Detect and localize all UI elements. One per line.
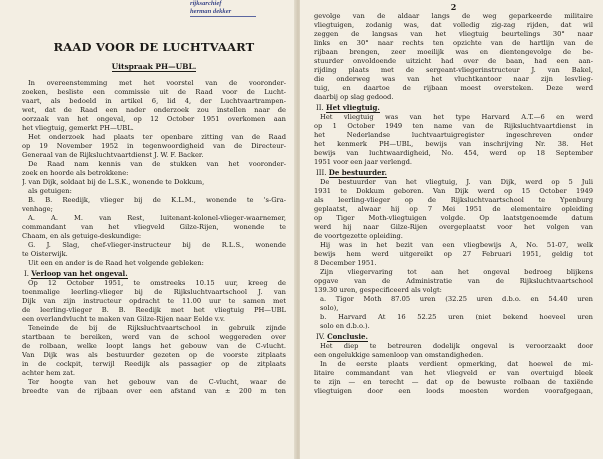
text-line: een ongelukkige samenloop van omstandigheden.	[314, 351, 484, 359]
text-line: de rolbaan, welke loopt langs het gebouw van de C-vlucht.	[22, 342, 286, 350]
text-line: het vliegtuig, gemerkt PH—UBL.	[22, 124, 134, 132]
text-line: als leerling-vlieger op de Rijksluchtvaartschool te Ypenburg	[314, 196, 593, 204]
text-line: vliegtuigen, zodanig was, dat volledig zig-zag rijden, dat wil	[314, 21, 593, 29]
text-line: in de cockpit, terwijl Reedijk als passagier op de zitplaats	[22, 360, 286, 368]
text-line: Chaam, en als getuige-deskundige:	[22, 232, 142, 240]
text-line: vliegtuigen door een loods moesten worden voorafgegaan,	[314, 387, 593, 395]
text-line: Het vliegtuig was van het type Harvard A.T.—6 en werd	[320, 113, 593, 121]
text-line: toenmalige leerling-vlieger bij de Rijksluchtvaartschool J. van	[22, 288, 286, 296]
text-line: 1951 voor een jaar verlengd.	[314, 158, 413, 166]
text-line: 8 December 1951.	[314, 259, 377, 267]
text-line: die onderweg was van het vluchtkantoor naar zijn lesvlieg-	[314, 75, 593, 83]
text-line: op Tiger Moth-vliegtuigen volgde. Op laatstgenoemde datum	[314, 214, 593, 222]
section-4-body	[314, 342, 593, 396]
text-line: op 19 November 1952 in tegenwoordigheid van de Directeur-	[22, 142, 286, 150]
text-line: a. Tigor Moth 87.05 uren (32.25 uren d.b.o. en 54.40 uren	[320, 295, 593, 303]
text-line: Uit een en ander is de Raad het volgende gebleken:	[28, 259, 204, 267]
text-line: bewijs van luchtwaardigheid, No. 454, werd op 18 September	[314, 149, 593, 157]
text-line: De Raad nam kennis van de stukken van het vooronder-	[28, 160, 286, 168]
text-line: stuurder onvoldoende uitzicht had over de baan, had een aan-	[314, 57, 593, 65]
text-line: 139.30 uren, gespecificeerd als volgt:	[314, 286, 442, 294]
text-line: de leerling-vlieger B. B. Reedijk met het vliegtuig PH—UBL	[22, 306, 286, 314]
text-line: G. J. Slag, chef-vlieger-instructeur bij de R.L.S., wonende	[28, 241, 286, 249]
text-line: zoeken, besliste een commissie uit de Raad voor de Lucht-	[22, 88, 286, 96]
text-line: tuig, en daartoe de rijbaan moest oversteken. Deze werd	[314, 84, 593, 92]
text-line: vaart, als bedoeld in artikel 6, lid 4, der Luchtvaartrampen-	[22, 97, 286, 105]
text-line: geplaatst, alwaar hij op 7 Mei 1951 de elementaire opleiding	[314, 205, 593, 213]
section-heading-3: III. De bestuurder.	[316, 168, 387, 177]
text-line: Generaal van de Rijksluchtvaartdienst J. W. F. Backer.	[22, 151, 204, 159]
intro-body	[22, 79, 286, 268]
archive-stamp: rijksarchief herman dekker	[190, 0, 256, 17]
text-line: Hij was in het bezit van een vliegbewijs A, No. 51-07, welk	[320, 241, 593, 249]
text-line: Het onderzoek had plaats ter openbare zitting van de Raad	[28, 133, 286, 141]
section-1-body	[22, 279, 286, 396]
text-line: A. A. M. van Rest, luitenant-kolonel-vlieger-waarnemer,	[28, 214, 286, 222]
text-line: het Nederlandse luchtvaartuigregister ingeschreven onder	[314, 131, 593, 139]
text-line: solo en d.b.o.).	[320, 322, 370, 330]
document-subtitle: Uitspraak PH—UBL.	[111, 62, 197, 71]
text-line: links en 30° naar rechts ten opzichte van de hartlijn van de	[314, 39, 593, 47]
text-line: commandant van het vliegveld Gilze-Rijen, wonende te	[22, 223, 286, 231]
document-title: RAAD VOOR DE LUCHTVAART	[53, 40, 255, 54]
text-line: startbaan te bereiken, werd van de school weggereden over	[22, 333, 286, 341]
text-line: de voortgezette opleiding.	[314, 232, 403, 240]
text-line: Teneinde de bij de Rijksluchtvaartschool in gebruik zijnde	[28, 324, 286, 332]
text-line: te zijn — en terecht — dat op de bewuste rolbaan de taxiënde	[314, 378, 593, 386]
text-line: opgave van de Administratie van de Rijksluchtvaartschool	[314, 277, 593, 285]
text-line: 1931 te Dokkum geboren. Van Dijk werd op 15 October 1949	[314, 187, 593, 195]
text-line: Op 12 October 1951, te omstreeks 10.15 uur, kreeg de	[28, 279, 286, 287]
section-1-continued-body	[314, 12, 593, 102]
text-line: op 1 October 1949 ten name van de Rijksluchtvaartdienst in	[314, 122, 593, 130]
text-line: Dijk van zijn instructeur opdracht te 11.00 uur te samen met	[22, 297, 286, 305]
text-line: gevolge van de aldaar langs de weg geparkeerde militaire	[314, 12, 593, 20]
right-page	[300, 0, 603, 459]
text-line: het kenmerk PH—UBL, bewijs van inschrijving Nr. 38. Het	[314, 140, 593, 148]
section-heading-4: IV. Conclusie.	[316, 332, 368, 341]
text-line: b. Harvard At 16 52.25 uren (niet bekend hoeveel uren	[320, 313, 593, 321]
text-line: breedte van de rijbaan over een afstand van ± 200 m ten	[22, 387, 286, 395]
text-line: rijding plaats met de sergeant-vliegerinstructeur J. van Bakel,	[314, 66, 593, 74]
text-line: Van Dijk was als bestuurder gezeten op de voorste zitplaats	[22, 351, 286, 359]
text-line: bewijs hem werd uitgereikt op 27 Februari 1951, geldig tot	[314, 250, 593, 258]
text-line: daarbij op slag gedood.	[314, 93, 394, 101]
text-line: Zijn vliegervaring tot aan het ongeval bedroeg blijkens	[320, 268, 593, 276]
text-line: solo),	[320, 304, 339, 312]
text-line: In overeenstemming met het voorstel van de vooronder-	[28, 79, 286, 87]
section-2-body	[314, 113, 593, 167]
text-line: B. B. Reedijk, vlieger bij de K.L.M., wonende te 's-Gra-	[28, 196, 286, 204]
text-line: wet, dat de Raad een nader onderzoek zou instellen naar de	[22, 106, 286, 114]
text-line: zoek en hoorde als betrokkene:	[22, 169, 129, 177]
text-line: In de eerste plaats verdient opmerking, dat hoewel de mi-	[320, 360, 593, 368]
text-line: een overlandvlucht te maken van Gilze-Rijen naar Eelde v.v.	[22, 315, 226, 323]
text-line: Ter hoogte van het gebouw van de C-vlucht, waar de	[28, 378, 286, 386]
text-line: Het diep te betreuren dodelijk ongeval is veroorzaakt door	[320, 342, 593, 350]
section-3-body	[314, 178, 593, 331]
left-page	[0, 0, 296, 459]
text-line: zeggen de langsas van het vliegtuig beurtelings 30° naar	[314, 30, 593, 38]
section-heading-1: I. Verloop van het ongeval.	[24, 269, 128, 278]
text-line: achter hem zat.	[22, 369, 76, 377]
text-line: De bestuurder van het vliegtuig, J. van Dijk, werd op 5 Juli	[320, 178, 593, 186]
text-line: venhage;	[22, 205, 53, 213]
text-line: werd hij naar Gilze-Rijen overgeplaatst voor het volgen van	[314, 223, 593, 231]
section-heading-2: II. Het vliegtuig.	[316, 103, 380, 112]
text-line: J. van Dijk, soldaat bij de L.S.K., wonende te Dokkum,	[22, 178, 205, 186]
text-line: rijbaan brengen, zeer moeilijk was en dientengevolge de be-	[314, 48, 593, 56]
text-line: oorzaak van het ongeval, op 12 October 1951 overkomen aan	[22, 115, 286, 123]
text-line: litaire commandant van het vliegveld er van overtuigd bleek	[314, 369, 593, 377]
text-line: te Oisterwijk.	[22, 250, 68, 258]
page-number: 2	[450, 2, 457, 12]
text-line: als getuigen:	[28, 187, 72, 195]
